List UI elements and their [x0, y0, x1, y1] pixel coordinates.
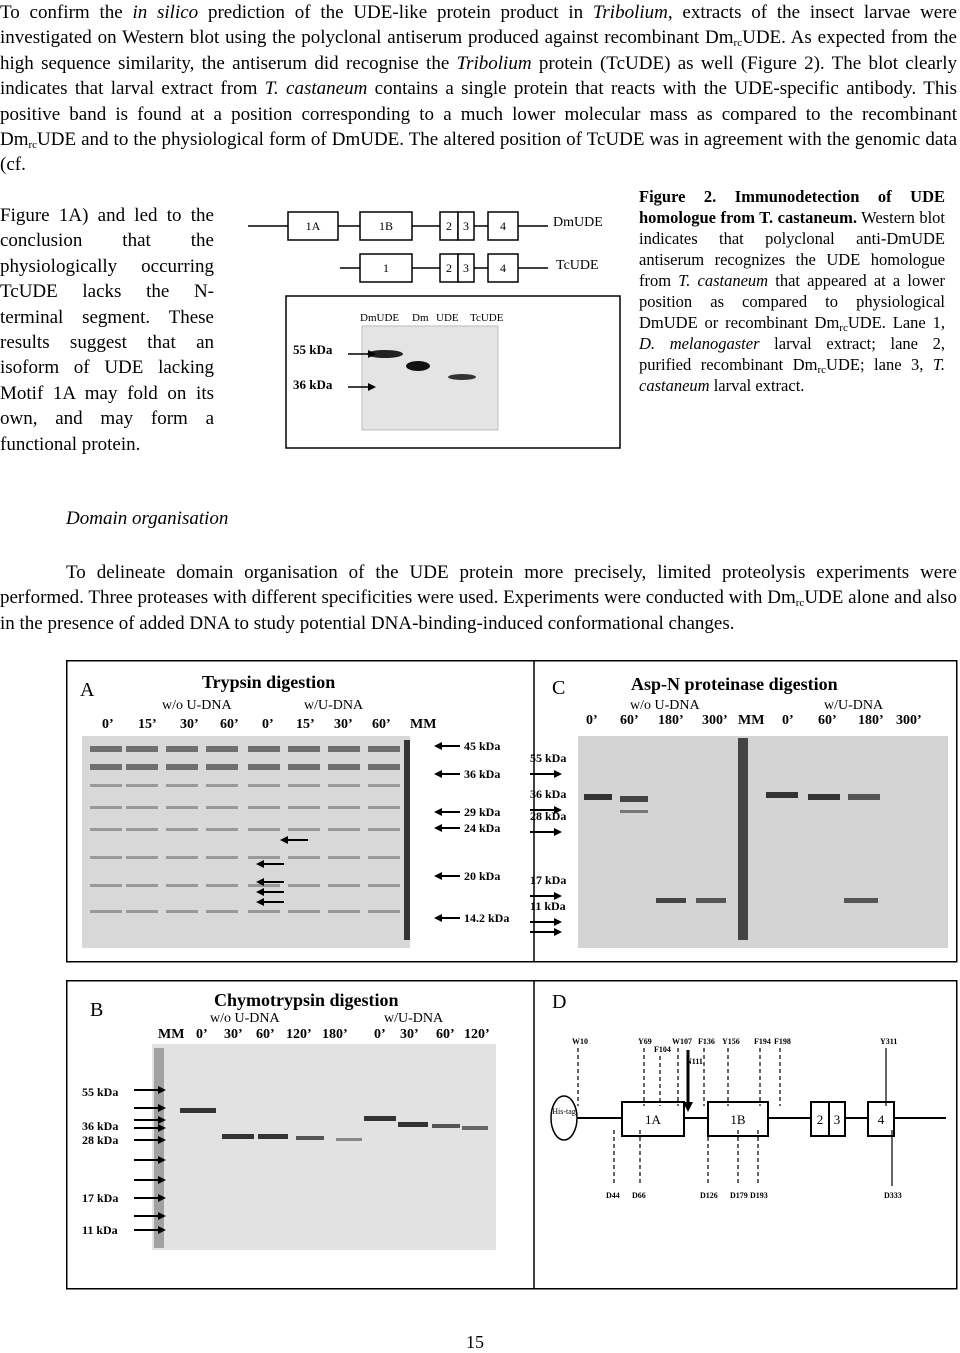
marker-label-a: 14.2 kDa [464, 911, 510, 925]
lane-label-a: MM [410, 717, 437, 732]
svg-text:UDE: UDE [436, 312, 459, 324]
svg-text:C: C [552, 677, 566, 699]
paragraph-intro: To confirm the in silico prediction of the UDE-like protein product in Tribolium, extracts of the insect larvae were investigated on Western blot using the polyclonal antiserum produced against recombinant $Dm_{rc}UDE$. As expected from the high sequence similarity, the antiserum did recognise the Tribolium protein (TcUDE) as well (Figure 2). The blot clearly indicates that larval extract from T. castaneum contains a single protein that reacts with the UDE-specific antibody. This positive band is found at a position corresponding to a much lower molecular mass as compared to the recombinant $Dm_{rc}UDE$ and to the physiological form of DmUDE. The altered position of TcUDE was in agreement with the genomic data (cf. [0, 2, 958, 176]
label-tcude: TcUDE [556, 258, 599, 273]
svg-text:D: D [552, 991, 567, 1013]
paragraph-domain: To delineate domain organisation of the UDE protein more precisely, limited proteolysis experiments were performed. Three proteases with different specificities were used. Experiments were conducted with $Dm_{rc}UDE$ alone and also in the presence of added DNA to study potential DNA-binding-induced conformational changes. [0, 562, 958, 634]
lane-label-b: 60’ [436, 1027, 455, 1042]
lane-label-b: 120’ [464, 1027, 490, 1042]
marker-label-b: 55 kDa [82, 1085, 119, 1099]
svg-text:w/o U-DNA: w/o U-DNA [162, 698, 232, 713]
lane-label-b: 30’ [224, 1027, 243, 1042]
svg-text:1B: 1B [730, 1112, 746, 1127]
lane-label-c: MM [738, 713, 765, 728]
svg-text:2: 2 [446, 261, 452, 275]
svg-text:1B: 1B [378, 219, 394, 233]
label-dmude: DmUDE [553, 215, 603, 230]
marker-label-c: 17 kDa [530, 873, 567, 887]
lane-label-c: 60’ [620, 713, 639, 728]
cleavage-site-bottom: D333 [884, 1191, 902, 1200]
svg-text:2: 2 [446, 219, 452, 233]
lane-label-b: 0’ [196, 1027, 208, 1042]
figure-panels-b-d [66, 980, 958, 1290]
lane-label-c: 60’ [818, 713, 837, 728]
marker-label-c: 36 kDa [530, 787, 567, 801]
marker-label-b: 28 kDa [82, 1133, 119, 1147]
site-n111: N111 [686, 1057, 703, 1066]
cleavage-site-top: F194 [754, 1037, 771, 1046]
marker-label-b: 36 kDa [82, 1119, 119, 1133]
western-blot-image [362, 326, 498, 430]
lane-label-c: 180’ [858, 713, 884, 728]
lane-label-b: 0’ [374, 1027, 386, 1042]
lane-label-b: 120’ [286, 1027, 312, 1042]
his-tag-label: His-tag [552, 1107, 576, 1116]
lane-label-a: 0’ [102, 717, 114, 732]
cleavage-site-bottom: D126 [700, 1191, 718, 1200]
lane-label-a: 60’ [372, 717, 391, 732]
svg-text:w/U-DNA: w/U-DNA [824, 698, 884, 713]
marker-label-a: 20 kDa [464, 869, 501, 883]
svg-text:55 kDa: 55 kDa [293, 342, 333, 357]
lane-label-a: 15’ [296, 717, 315, 732]
cleavage-site-top: Y311 [880, 1037, 898, 1046]
svg-text:Chymotrypsin digestion: Chymotrypsin digestion [214, 990, 399, 1010]
lane-label-b: MM [158, 1027, 185, 1042]
cleavage-site-top: W107 [672, 1037, 692, 1046]
cleavage-site-bottom: D44 [606, 1191, 620, 1200]
cleavage-site-top: F136 [698, 1037, 715, 1046]
svg-text:3: 3 [833, 1112, 841, 1127]
marker-label-a: 45 kDa [464, 739, 501, 753]
lane-label-c: 0’ [782, 713, 794, 728]
svg-text:3: 3 [463, 261, 469, 275]
marker-label-a: 36 kDa [464, 767, 501, 781]
marker-label-b: 11 kDa [82, 1223, 118, 1237]
svg-text:A: A [80, 679, 95, 701]
lane-label-a: 60’ [220, 717, 239, 732]
marker-label-a: 24 kDa [464, 821, 501, 835]
his-tag-shape [551, 1096, 577, 1140]
figure-2-caption: Figure 2. Immunodetection of UDE homologue from T. castaneum. Western blot indicates that polyclonal anti-DmUDE antiserum recognizes the UDE homologue from T. castaneum that appeared at a lower position as compared to physiological DmUDE or recombinant $Dm_{rc}UDE$. Lane 1, D. melanogaster larval extract; lane 2, purified recombinant $Dm_{rc}UDE$; lane 3, T. castaneum larval extract. [639, 187, 946, 395]
marker-label-c: 11 kDa [530, 899, 566, 913]
cleavage-site-bottom: D66 [632, 1191, 646, 1200]
cleavage-site-bottom: D193 [750, 1191, 768, 1200]
marker-label-c: 28 kDa [530, 809, 567, 823]
page-number: 15 [466, 1332, 484, 1352]
figure-2-diagram [238, 188, 632, 454]
svg-text:Asp-N proteinase digestion: Asp-N proteinase digestion [631, 674, 838, 694]
cleavage-site-top: Y156 [722, 1037, 740, 1046]
marker-label-a: 29 kDa [464, 805, 501, 819]
lane-label-a: 30’ [334, 717, 353, 732]
cleavage-site-top: Y69 [638, 1037, 652, 1046]
cleavage-site-top: F104 [654, 1045, 671, 1054]
lane-label-b: 30’ [400, 1027, 419, 1042]
svg-text:Dm: Dm [412, 312, 429, 324]
svg-text:w/o U-DNA: w/o U-DNA [630, 698, 700, 713]
lane-label-b: 60’ [256, 1027, 275, 1042]
section-heading: Domain organisation [66, 508, 229, 529]
lane-label-c: 180’ [658, 713, 684, 728]
svg-text:1: 1 [383, 261, 389, 275]
svg-text:TcUDE: TcUDE [470, 312, 504, 324]
svg-text:4: 4 [877, 1112, 885, 1127]
lane-label-a: 0’ [262, 717, 274, 732]
lane-label-a: 15’ [138, 717, 157, 732]
lane-label-c: 300’ [896, 713, 922, 728]
svg-text:Trypsin digestion: Trypsin digestion [202, 672, 336, 692]
svg-text:36 kDa: 36 kDa [293, 377, 333, 392]
figure-panels-a-c [66, 660, 958, 963]
cleavage-site-top: W10 [572, 1037, 588, 1046]
svg-text:1A: 1A [645, 1112, 661, 1127]
svg-text:2: 2 [816, 1112, 824, 1127]
gel-image-aspn [578, 736, 948, 948]
svg-text:w/U-DNA: w/U-DNA [304, 698, 364, 713]
marker-label-c: 55 kDa [530, 751, 567, 765]
svg-text:4: 4 [500, 219, 506, 233]
svg-text:w/U-DNA: w/U-DNA [384, 1011, 444, 1026]
svg-text:1A: 1A [305, 219, 321, 233]
svg-text:3: 3 [463, 219, 469, 233]
svg-text:4: 4 [500, 261, 506, 275]
lane-label-c: 0’ [586, 713, 598, 728]
lane-label-c: 300’ [702, 713, 728, 728]
marker-label-b: 17 kDa [82, 1191, 119, 1205]
gel-image-chymotrypsin [152, 1044, 496, 1250]
paragraph-intro-continued: Figure 1A) and led to the conclusion that the physiologically occurring TcUDE lacks the N-terminal segment. These results suggest that an isoform of UDE lacking Motif 1A may fold on its own, and may form a functional protein. [0, 205, 214, 455]
svg-text:w/o U-DNA: w/o U-DNA [210, 1011, 280, 1026]
svg-text:B: B [90, 999, 104, 1021]
cleavage-site-top: F198 [774, 1037, 791, 1046]
cleavage-site-bottom: D179 [730, 1191, 748, 1200]
lane-label-b: 180’ [322, 1027, 348, 1042]
lane-label-a: 30’ [180, 717, 199, 732]
svg-text:DmUDE: DmUDE [360, 312, 400, 324]
